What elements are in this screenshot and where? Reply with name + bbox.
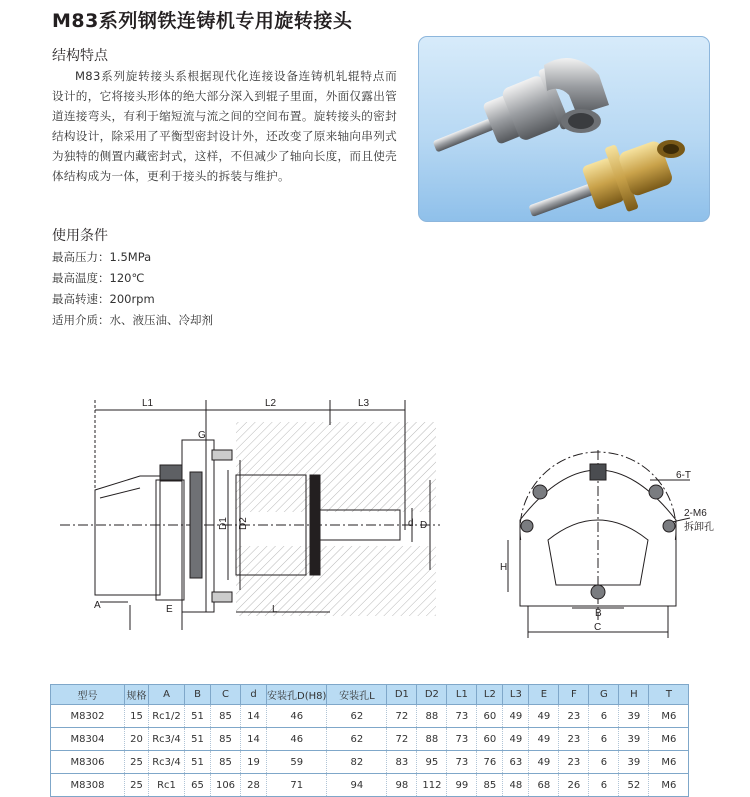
dimension-drawing [0,380,750,680]
table-cell: 51 [185,751,211,774]
col-header: L2 [477,685,503,705]
condition-medium: 适用介质：水、液压油、冷却剂 [52,313,213,327]
col-header: L1 [447,685,477,705]
table-cell: Rc1/2 [149,705,185,728]
table-cell: 52 [619,774,649,797]
table-cell: 94 [327,774,387,797]
dim-B: B [595,608,602,619]
table-cell: 14 [241,728,267,751]
table-cell: M6 [649,774,689,797]
col-header: 规格 [125,685,149,705]
table-cell: 60 [477,728,503,751]
table-row [51,705,689,728]
table-cell: 49 [503,728,529,751]
table-cell: 46 [267,728,327,751]
dim-C: C [594,622,602,633]
table-header-row [51,685,689,705]
col-header: E [529,685,559,705]
table-row [51,774,689,797]
table-cell: 95 [417,751,447,774]
table-cell: 6 [589,705,619,728]
dim-L3: L3 [358,398,370,409]
condition-pressure: 最高压力：1.5MPa [52,250,152,264]
table-cell: 25 [125,774,149,797]
condition-temperature: 最高温度：120℃ [52,271,145,285]
dim-chaixie: 拆卸孔 [684,522,714,533]
table-cell: 88 [417,705,447,728]
table-cell: 15 [125,705,149,728]
table-cell: Rc3/4 [149,728,185,751]
table-cell: 88 [417,728,447,751]
table-cell: 14 [241,705,267,728]
table-cell: 51 [185,728,211,751]
dim-H: H [500,562,508,573]
table-cell: Rc1 [149,774,185,797]
table-cell: 39 [619,728,649,751]
table-cell: M8306 [51,751,125,774]
table-cell: M8304 [51,728,125,751]
table-cell: 49 [529,751,559,774]
table-cell: 28 [241,774,267,797]
spec-table [50,684,689,797]
table-cell: 85 [477,774,503,797]
table-cell: 23 [559,728,589,751]
table-cell: 73 [447,751,477,774]
table-cell: 23 [559,751,589,774]
table-cell: 6 [589,751,619,774]
table-cell: 19 [241,751,267,774]
col-header: D2 [417,685,447,705]
table-cell: 63 [503,751,529,774]
dim-2M6: 2-M6 [684,508,707,519]
dim-6T: 6-T [676,470,691,481]
table-cell: 23 [559,705,589,728]
col-header: A [149,685,185,705]
table-cell: 85 [211,705,241,728]
rotary-joint-illustration [419,37,709,221]
table-cell: 99 [447,774,477,797]
dim-G: G [198,430,206,441]
table-cell: 85 [211,728,241,751]
table-cell: 65 [185,774,211,797]
table-cell: 72 [387,705,417,728]
table-cell: 85 [211,751,241,774]
table-cell: 71 [267,774,327,797]
table-cell: 26 [559,774,589,797]
table-cell: 62 [327,728,387,751]
col-header: H [619,685,649,705]
table-cell: 59 [267,751,327,774]
dim-D: D [420,520,428,531]
table-cell: 39 [619,751,649,774]
table-cell: 20 [125,728,149,751]
table-cell: 6 [589,728,619,751]
table-cell: M8302 [51,705,125,728]
col-header: 安装孔D(H8) [267,685,327,705]
dim-D1: D1 [218,517,229,530]
table-cell: 60 [477,705,503,728]
col-header: F [559,685,589,705]
table-cell: 49 [529,705,559,728]
table-cell: M6 [649,728,689,751]
features-heading: 结构特点 [52,48,108,64]
dim-L2: L2 [265,398,277,409]
table-cell: 39 [619,705,649,728]
col-header: D1 [387,685,417,705]
table-cell: 83 [387,751,417,774]
table-cell: 82 [327,751,387,774]
page-title: M83系列钢铁连铸机专用旋转接头 [52,10,353,32]
table-row [51,728,689,751]
table-cell: 6 [589,774,619,797]
table-cell: 73 [447,728,477,751]
table-cell: 49 [529,728,559,751]
table-cell: 62 [327,705,387,728]
dim-E: E [166,604,173,615]
dim-A: A [94,600,101,611]
table-cell: 68 [529,774,559,797]
table-cell: 112 [417,774,447,797]
features-body: M83系列旋转接头系根据现代化连接设备连铸机轧辊特点而设计的，它将接头形体的绝大部分深入到辊子里面，外面仅露出管道连接弯头，有利于缩短流与流之间的空间布置。旋转接头的密封结构设计，除采用了平衡型密封设计外，还改变了原来轴向串列式为独特的侧置内藏密封式，这样，不但减少了轴向长度，而且使壳体结构成为一体，更利于接头的拆装与维护。 [52,69,397,183]
product-photo [418,36,710,222]
col-header: d [241,685,267,705]
table-cell: 72 [387,728,417,751]
conditions-heading: 使用条件 [52,228,108,244]
table-cell: 73 [447,705,477,728]
table-cell: 48 [503,774,529,797]
col-header: C [211,685,241,705]
col-header: B [185,685,211,705]
table-cell: 106 [211,774,241,797]
table-cell: 25 [125,751,149,774]
table-cell: 98 [387,774,417,797]
dim-L: L [272,604,278,615]
col-header: G [589,685,619,705]
table-cell: M6 [649,705,689,728]
table-cell: 46 [267,705,327,728]
col-header: 型号 [51,685,125,705]
dim-D2: D2 [238,517,249,530]
col-header: 安装孔L [327,685,387,705]
table-cell: Rc3/4 [149,751,185,774]
table-cell: M6 [649,751,689,774]
condition-speed: 最高转速：200rpm [52,292,155,306]
col-header: L3 [503,685,529,705]
table-cell: M8308 [51,774,125,797]
table-cell: 76 [477,751,503,774]
col-header: T [649,685,689,705]
table-cell: 51 [185,705,211,728]
dim-L1: L1 [142,398,154,409]
table-row [51,751,689,774]
table-cell: 49 [503,705,529,728]
dim-d: d [408,518,414,529]
